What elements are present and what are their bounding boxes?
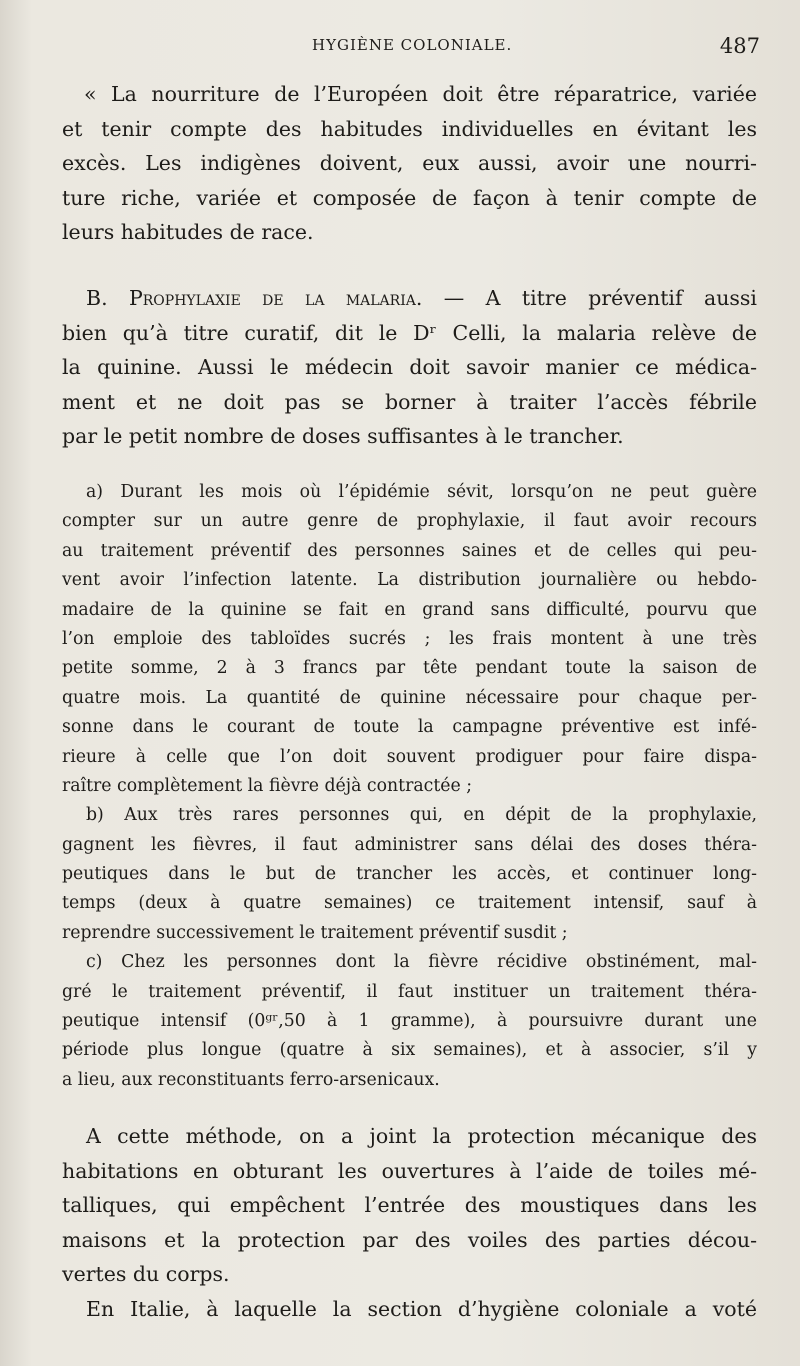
page-header bbox=[62, 36, 760, 66]
section-heading-line bbox=[62, 281, 757, 316]
text-line: et tenir compte des habitudes individuelles en évitant les bbox=[62, 116, 757, 141]
section-prophylaxie-malaria bbox=[62, 281, 757, 454]
text-line: maisons et la protection par des voiles des parties décou- bbox=[62, 1227, 757, 1252]
page-number: 487 bbox=[719, 34, 760, 58]
heading-continuation: — A titre préventif aussi bbox=[422, 286, 757, 310]
text-line: raître complètement la fièvre déjà contractée ; bbox=[62, 775, 473, 796]
text-line: petite somme, 2 à 3 francs par tête pendant toute la saison de bbox=[62, 658, 757, 679]
text-line: excès. Les indigènes doivent, eux aussi, avoir une nourri- bbox=[62, 151, 757, 175]
text-line: par le petit nombre de doses suffisantes à le trancher. bbox=[62, 424, 624, 448]
text-line: madaire de la quinine se fait en grand sans difficulté, pourvu que bbox=[62, 599, 757, 620]
text-line: a lieu, aux reconstituants ferro-arsenicaux. bbox=[62, 1069, 440, 1090]
text-line: gré le traitement préventif, il faut instituer un traitement théra- bbox=[62, 981, 757, 1002]
text-line: gagnent les fièvres, il faut administrer sans délai des doses théra- bbox=[62, 834, 757, 855]
text-line: talliques, qui empêchent l’entrée des moustiques dans les bbox=[62, 1193, 757, 1217]
paragraph-protection-mecanique bbox=[62, 1119, 757, 1326]
text-line: période plus longue (quatre à six semaines), et à associer, s’il y bbox=[62, 1040, 757, 1061]
list-item-c: c) Chez les personnes dont la fièvre récidive obstinément, mal- bbox=[86, 952, 757, 973]
list-item-b: b) Aux très rares personnes qui, en dépit de la prophylaxie, bbox=[86, 805, 757, 826]
text-line: compter sur un autre genre de prophylaxie, il faut avoir recours bbox=[62, 511, 757, 532]
running-head: HYGIÈNE COLONIALE. bbox=[312, 36, 513, 54]
text-line: ture riche, variée et composée de façon à tenir compte de bbox=[62, 185, 757, 210]
text-line: A cette méthode, on a joint la protection mécanique des bbox=[86, 1124, 757, 1148]
text-line: vent avoir l’infection latente. La distribution journalière ou hebdo- bbox=[62, 570, 757, 591]
paragraph-nourriture bbox=[62, 77, 757, 250]
text-line: au traitement préventif des personnes saines et de celles qui peu- bbox=[62, 540, 757, 561]
section-heading: B. Prophylaxie de la malaria. bbox=[86, 286, 423, 310]
text-line: peutique intensif (0ᵍʳ,50 à 1 gramme), à poursuivre durant une bbox=[62, 1011, 757, 1032]
text-line: peutiques dans le but de trancher les accès, et continuer long- bbox=[62, 864, 757, 885]
text-line: En Italie, à laquelle la section d’hygiène coloniale a voté bbox=[86, 1296, 757, 1321]
text-line: bien qu’à titre curatif, dit le Dʳ Celli, la malaria relève de bbox=[62, 320, 757, 345]
text-line: rieure à celle que l’on doit souvent prodiguer pour faire dispa- bbox=[62, 746, 757, 767]
text-line: leurs habitudes de race. bbox=[62, 220, 314, 244]
text-line: reprendre successivement le traitement préventif susdit ; bbox=[62, 922, 568, 943]
text-line: l’on emploie des tabloïdes sucrés ; les frais montent à une très bbox=[62, 628, 757, 649]
list-item-a: a) Durant les mois où l’épidémie sévit, lorsqu’on ne peut guère bbox=[86, 482, 757, 502]
text-line: « La nourriture de l’Européen doit être réparatrice, variée bbox=[84, 82, 757, 106]
text-line: temps (deux à quatre semaines) ce traitement intensif, sauf à bbox=[62, 893, 757, 914]
text-line: vertes du corps. bbox=[62, 1262, 230, 1286]
text-line: sonne dans le courant de toute la campagne préventive est infé- bbox=[62, 717, 757, 738]
text-line: quatre mois. La quantité de quinine nécessaire pour chaque per- bbox=[62, 687, 757, 708]
quoted-measures-list bbox=[62, 478, 757, 1095]
text-line: la quinine. Aussi le médecin doit savoir manier ce médica- bbox=[62, 355, 757, 379]
text-line: habitations en obturant les ouvertures à l’aide de toiles mé- bbox=[62, 1158, 757, 1183]
text-line: ment et ne doit pas se borner à traiter l’accès fébrile bbox=[62, 389, 757, 414]
